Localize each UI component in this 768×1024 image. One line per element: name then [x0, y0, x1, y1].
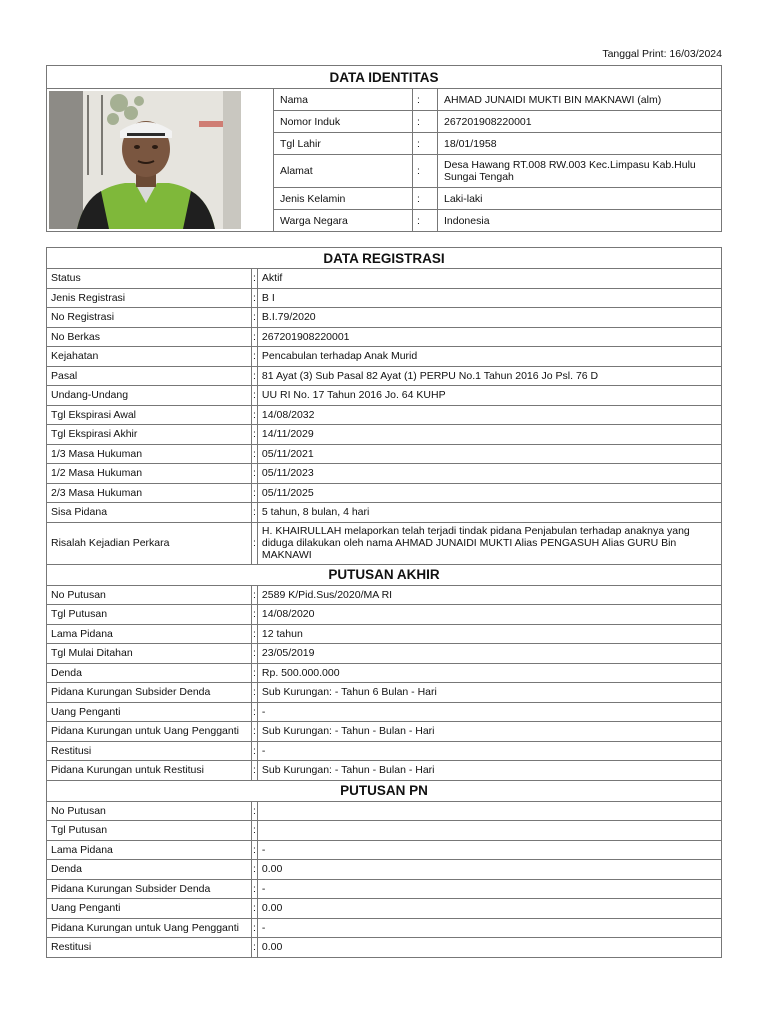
pn-value-uang-penganti: 0.00 [257, 899, 721, 919]
colon: : [252, 503, 258, 523]
reg-value-risalah: H. KHAIRULLAH melaporkan telah terjadi tindak pidana Penjabulan terhadap anaknya yang diduga dilakukan oleh nama AHMAD JUNAIDI MUKTI Alias PENGASUH Alias GURU Bin MAKNAWI [257, 522, 721, 564]
colon: : [413, 133, 438, 155]
reg-value-sisa-pidana: 5 tahun, 8 bulan, 4 hari [257, 503, 721, 523]
reg-value-undang-undang: UU RI No. 17 Tahun 2016 Jo. 64 KUHP [257, 386, 721, 406]
pn-value-lama-pidana: - [257, 840, 721, 860]
reg-value-no-berkas: 267201908220001 [257, 327, 721, 347]
akhir-label: Lama Pidana [47, 624, 252, 644]
akhir-label: Tgl Mulai Ditahan [47, 644, 252, 664]
colon: : [252, 288, 258, 308]
colon: : [252, 308, 258, 328]
colon: : [252, 860, 258, 880]
colon: : [252, 821, 258, 841]
section-title-putusan-akhir: PUTUSAN AKHIR [47, 564, 722, 585]
colon: : [413, 155, 438, 188]
identity-value-jenis-kelamin: Laki-laki [438, 188, 722, 210]
colon: : [252, 405, 258, 425]
identity-table [46, 65, 722, 232]
colon: : [252, 741, 258, 761]
akhir-value-lama-pidana: 12 tahun [257, 624, 721, 644]
colon: : [252, 938, 258, 958]
colon: : [252, 605, 258, 625]
akhir-value-denda: Rp. 500.000.000 [257, 663, 721, 683]
pn-label: Denda [47, 860, 252, 880]
identity-label: Jenis Kelamin [274, 188, 413, 210]
reg-value-setengah-masa: 05/11/2023 [257, 464, 721, 484]
pn-value-kurungan-uang-pengganti: - [257, 918, 721, 938]
colon: : [252, 663, 258, 683]
colon: : [252, 425, 258, 445]
identity-value-nomor-induk: 267201908220001 [438, 111, 722, 133]
reg-label: 2/3 Masa Hukuman [47, 483, 252, 503]
reg-label: Jenis Registrasi [47, 288, 252, 308]
pn-label: Tgl Putusan [47, 821, 252, 841]
reg-label: Undang-Undang [47, 386, 252, 406]
colon: : [252, 585, 258, 605]
reg-value-kejahatan: Pencabulan terhadap Anak Murid [257, 347, 721, 367]
identity-value-warga-negara: Indonesia [438, 210, 722, 232]
pn-value-no-putusan [257, 801, 721, 821]
pn-value-subsider-denda: - [257, 879, 721, 899]
colon: : [413, 188, 438, 210]
akhir-label: Tgl Putusan [47, 605, 252, 625]
pn-value-tgl-putusan [257, 821, 721, 841]
colon: : [413, 89, 438, 111]
identity-value-alamat: Desa Hawang RT.008 RW.003 Kec.Limpasu Kab.Hulu Sungai Tengah [438, 155, 722, 188]
colon: : [252, 918, 258, 938]
reg-label: No Registrasi [47, 308, 252, 328]
reg-label: Risalah Kejadian Perkara [47, 522, 252, 564]
reg-label: Sisa Pidana [47, 503, 252, 523]
colon: : [252, 840, 258, 860]
akhir-value-no-putusan: 2589 K/Pid.Sus/2020/MA RI [257, 585, 721, 605]
colon: : [413, 111, 438, 133]
reg-value-tgl-ekspirasi-awal: 14/08/2032 [257, 405, 721, 425]
colon: : [413, 210, 438, 232]
identity-title: DATA IDENTITAS [47, 66, 722, 89]
akhir-value-restitusi: - [257, 741, 721, 761]
colon: : [252, 801, 258, 821]
akhir-value-kurungan-uang-pengganti: Sub Kurungan: - Tahun - Bulan - Hari [257, 722, 721, 742]
colon: : [252, 269, 258, 289]
pn-value-denda: 0.00 [257, 860, 721, 880]
colon: : [252, 899, 258, 919]
akhir-label: Pidana Kurungan Subsider Denda [47, 683, 252, 703]
akhir-value-tgl-mulai-ditahan: 23/05/2019 [257, 644, 721, 664]
colon: : [252, 722, 258, 742]
akhir-label: Restitusi [47, 741, 252, 761]
reg-label: Kejahatan [47, 347, 252, 367]
pn-value-restitusi: 0.00 [257, 938, 721, 958]
identity-label: Alamat [274, 155, 413, 188]
person-photo-image [49, 91, 241, 229]
reg-label: Tgl Ekspirasi Awal [47, 405, 252, 425]
reg-value-status: Aktif [257, 269, 721, 289]
akhir-value-uang-penganti: - [257, 702, 721, 722]
reg-label: Pasal [47, 366, 252, 386]
colon: : [252, 483, 258, 503]
colon: : [252, 761, 258, 781]
reg-value-tgl-ekspirasi-akhir: 14/11/2029 [257, 425, 721, 445]
pn-label: Pidana Kurungan Subsider Denda [47, 879, 252, 899]
section-title-data-registrasi: DATA REGISTRASI [47, 248, 722, 269]
colon: : [252, 386, 258, 406]
reg-label: Status [47, 269, 252, 289]
reg-value-pasal: 81 Ayat (3) Sub Pasal 82 Ayat (1) PERPU No.1 Tahun 2016 Jo Psl. 76 D [257, 366, 721, 386]
colon: : [252, 624, 258, 644]
identity-label: Nomor Induk [274, 111, 413, 133]
colon: : [252, 879, 258, 899]
colon: : [252, 347, 258, 367]
akhir-value-kurungan-restitusi: Sub Kurungan: - Tahun - Bulan - Hari [257, 761, 721, 781]
reg-label: Tgl Ekspirasi Akhir [47, 425, 252, 445]
pn-label: Restitusi [47, 938, 252, 958]
colon: : [252, 522, 258, 564]
pn-label: Lama Pidana [47, 840, 252, 860]
identity-label: Warga Negara [274, 210, 413, 232]
identity-value-name: AHMAD JUNAIDI MUKTI BIN MAKNAWI (alm) [438, 89, 722, 111]
person-photo [49, 91, 241, 229]
reg-value-jenis-registrasi: B I [257, 288, 721, 308]
reg-label: No Berkas [47, 327, 252, 347]
identity-label: Nama [274, 89, 413, 111]
colon: : [252, 464, 258, 484]
print-date: Tanggal Print: 16/03/2024 [602, 48, 722, 60]
identity-value-tgl-lahir: 18/01/1958 [438, 133, 722, 155]
colon: : [252, 327, 258, 347]
akhir-value-subsider-denda: Sub Kurungan: - Tahun 6 Bulan - Hari [257, 683, 721, 703]
colon: : [252, 366, 258, 386]
akhir-label: No Putusan [47, 585, 252, 605]
identity-label: Tgl Lahir [274, 133, 413, 155]
registration-table [46, 247, 722, 958]
reg-label: 1/2 Masa Hukuman [47, 464, 252, 484]
pn-label: Uang Penganti [47, 899, 252, 919]
photo-cell [47, 89, 274, 232]
reg-value-no-registrasi: B.I.79/2020 [257, 308, 721, 328]
reg-value-duapertiga-masa: 05/11/2025 [257, 483, 721, 503]
akhir-label: Denda [47, 663, 252, 683]
section-title-putusan-pn: PUTUSAN PN [47, 780, 722, 801]
reg-label: 1/3 Masa Hukuman [47, 444, 252, 464]
pn-label: No Putusan [47, 801, 252, 821]
pn-label: Pidana Kurungan untuk Uang Pengganti [47, 918, 252, 938]
colon: : [252, 702, 258, 722]
reg-value-sepertiga-masa: 05/11/2021 [257, 444, 721, 464]
akhir-label: Pidana Kurungan untuk Restitusi [47, 761, 252, 781]
colon: : [252, 644, 258, 664]
akhir-label: Pidana Kurungan untuk Uang Pengganti [47, 722, 252, 742]
akhir-label: Uang Penganti [47, 702, 252, 722]
akhir-value-tgl-putusan: 14/08/2020 [257, 605, 721, 625]
colon: : [252, 444, 258, 464]
colon: : [252, 683, 258, 703]
